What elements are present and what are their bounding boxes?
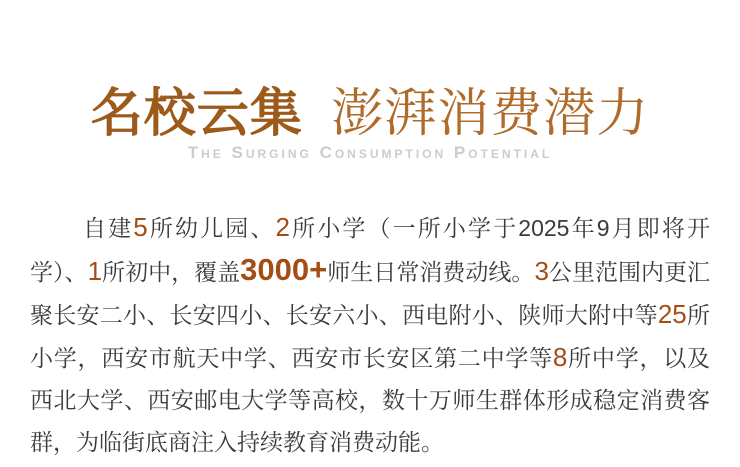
paragraph-highlight-number: 2: [275, 212, 290, 242]
paragraph-text-segment: 所中学，以及西北大学、西安邮电大学等高校，数十万师生群体形成稳定消费客群，为临街底商注入持续教育消费动能。: [30, 345, 711, 455]
paragraph-text-segment: 所初中，覆盖: [102, 259, 241, 285]
title-primary: 名校云集: [90, 85, 303, 143]
paragraph-highlight-number: 3: [534, 256, 549, 286]
paragraph-text-segment: 所小学（一所小学于2025年9月即将开学）、: [30, 215, 711, 285]
title-secondary: 澎湃消费潜力: [331, 85, 650, 143]
paragraph-highlight-number: 25: [657, 299, 687, 329]
section-header: [0, 0, 740, 162]
page-title: [0, 86, 740, 142]
body-paragraph: [30, 206, 710, 463]
paragraph-highlight-number: 1: [87, 256, 103, 286]
paragraph-text-segment: 公里范围内更汇聚长安二小、长安四小、长安六小、西电附小、陕师大附中等: [30, 259, 711, 328]
paragraph-highlight-number: 5: [133, 212, 148, 242]
paragraph-text-segment: 自建: [83, 215, 134, 241]
paragraph-text-segment: 所小学，西安市航天中学、西安市长安区第二中学等: [30, 302, 711, 371]
subtitle-english: The Surging Consumption Potential: [187, 143, 553, 162]
paragraph-highlight-number: 8: [552, 342, 568, 372]
paragraph-highlight-number: 3000+: [240, 252, 328, 287]
paragraph-text-segment: 师生日常消费动线。: [327, 259, 535, 285]
paragraph-text-segment: 所幼儿园、: [147, 215, 276, 241]
